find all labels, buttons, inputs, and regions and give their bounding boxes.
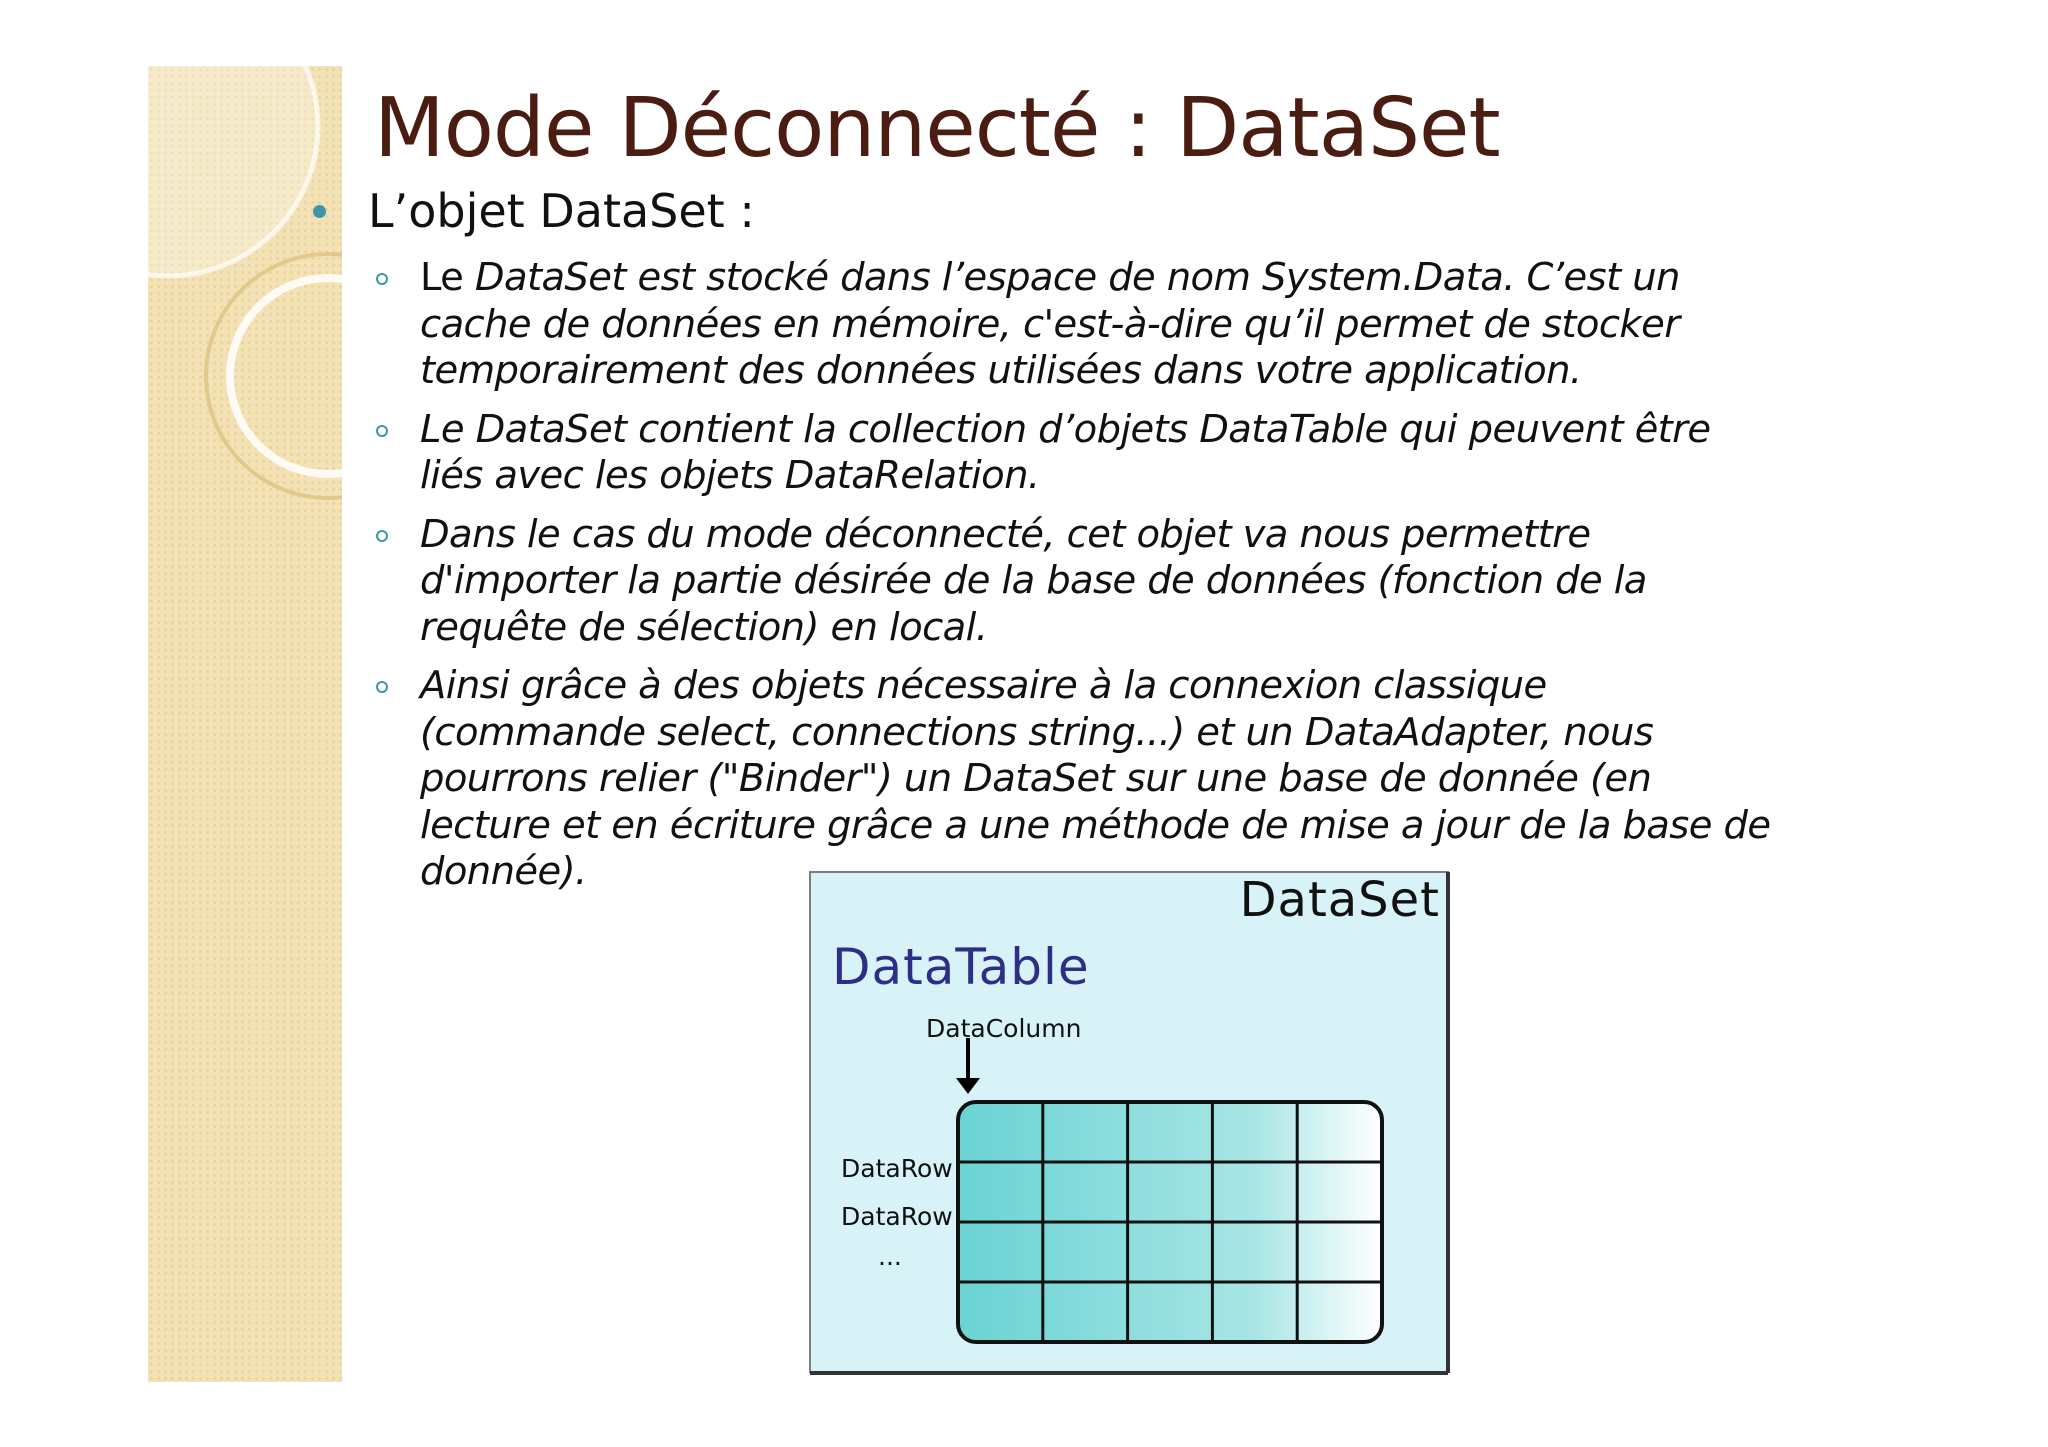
sub-bullet-text: Ainsi grâce à des objets nécessaire à la connexion classique (commande select, connections string...) et un DataAdapter, nous pourrons relier ("Binder") un DataSet sur une base de donnée (en lecture et en écriture grâce a une méthode de mise a jour de la base de donnée). <box>420 663 1771 894</box>
sub-bullet-list <box>376 255 1776 908</box>
dataset-diagram <box>808 870 1452 1378</box>
datarow-label: DataRow <box>841 1154 953 1183</box>
main-bullet-text: L’objet DataSet : <box>368 184 755 238</box>
circle-bullet-icon <box>376 425 388 437</box>
datatable-label: DataTable <box>832 938 1090 996</box>
decorative-sidebar <box>148 66 342 1382</box>
sub-bullet-text: DataSet est stocké dans l’espace de nom System.Data. C’est un cache de données en mémoire, c'est-à-dire qu’il permet de stocker temporairement des données utilisées dans votre application. <box>420 255 1680 393</box>
datacolumn-label: DataColumn <box>926 1014 1082 1043</box>
circle-bullet-icon <box>376 681 388 693</box>
circle-bullet-icon <box>376 273 388 285</box>
ellipsis-label: ... <box>878 1242 902 1271</box>
circle-bullet-icon <box>376 530 388 542</box>
sub-bullet-text: Le DataSet contient la collection d’objets DataTable qui peuvent être liés avec les objets DataRelation. <box>420 406 1711 498</box>
sub-bullet-lead: Le <box>420 255 475 300</box>
sub-bullet-item <box>376 512 1776 652</box>
sub-bullet-text: Dans le cas du mode déconnecté, cet objet va nous permettre d'importer la partie désirée de la base de données (fonction de la requête de sélection) en local. <box>420 511 1647 650</box>
datarow-label: DataRow <box>841 1202 953 1231</box>
sub-bullet-item <box>376 255 1776 395</box>
data-table-grid <box>958 1102 1382 1342</box>
sub-bullet-item <box>376 407 1776 500</box>
dataset-label: DataSet <box>1239 872 1440 928</box>
bullet-icon <box>313 205 326 218</box>
sub-bullet-item <box>376 663 1776 896</box>
slide-title: Mode Déconnecté : DataSet <box>374 81 1500 176</box>
decorative-circles <box>148 66 342 1382</box>
